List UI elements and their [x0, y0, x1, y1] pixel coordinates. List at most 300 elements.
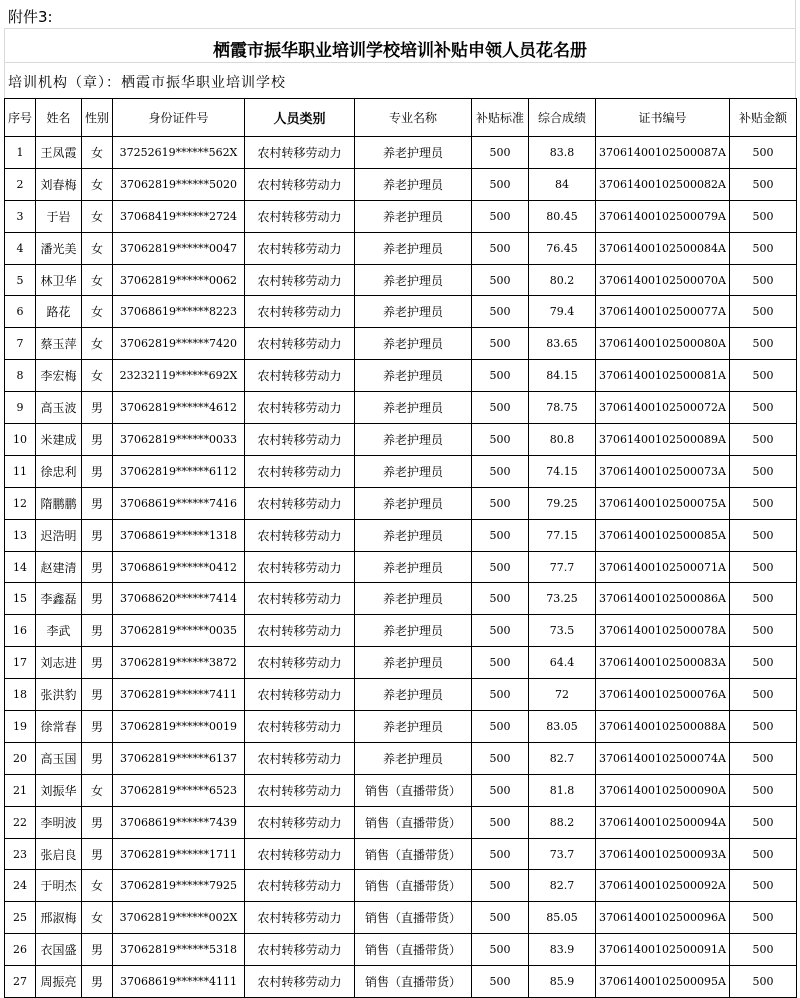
- cell-name: 高玉国: [36, 742, 82, 774]
- grid-line: [4, 62, 795, 63]
- training-org-line: 培训机构（章）：栖霞市振华职业培训学校: [8, 75, 286, 91]
- table-row: [5, 264, 797, 296]
- cell-score: 76.45: [529, 232, 596, 264]
- cell-subsidy-standard: 500: [472, 966, 529, 998]
- table-row: [5, 647, 797, 679]
- cell-person-category: 农村转移劳动力: [245, 328, 355, 360]
- cell-id-number: 37062819******0062: [113, 264, 245, 296]
- table-row: [5, 200, 797, 232]
- cell-score: 79.4: [529, 296, 596, 328]
- table-row: [5, 806, 797, 838]
- cell-score: 88.2: [529, 806, 596, 838]
- cell-score: 85.9: [529, 966, 596, 998]
- cell-person-category: 农村转移劳动力: [245, 774, 355, 806]
- cell-id-number: 37062819******002X: [113, 902, 245, 934]
- cell-index: 14: [5, 551, 36, 583]
- cell-certificate-number: 37061400102500092A: [596, 870, 730, 902]
- cell-score: 80.2: [529, 264, 596, 296]
- cell-subsidy-amount: 500: [730, 934, 797, 966]
- cell-name: 隋鹏鹏: [36, 487, 82, 519]
- cell-person-category: 农村转移劳动力: [245, 679, 355, 711]
- cell-id-number: 37062819******7411: [113, 679, 245, 711]
- cell-score: 74.15: [529, 455, 596, 487]
- cell-person-category: 农村转移劳动力: [245, 806, 355, 838]
- cell-certificate-number: 37061400102500095A: [596, 966, 730, 998]
- cell-subsidy-standard: 500: [472, 711, 529, 743]
- cell-index: 27: [5, 966, 36, 998]
- cell-gender: 女: [82, 774, 113, 806]
- cell-name: 路花: [36, 296, 82, 328]
- cell-score: 83.05: [529, 711, 596, 743]
- cell-certificate-number: 37061400102500074A: [596, 742, 730, 774]
- table-row: [5, 615, 797, 647]
- cell-subsidy-standard: 500: [472, 296, 529, 328]
- cell-major: 养老护理员: [355, 583, 472, 615]
- cell-id-number: 37062819******6112: [113, 455, 245, 487]
- cell-subsidy-amount: 500: [730, 870, 797, 902]
- cell-subsidy-amount: 500: [730, 774, 797, 806]
- cell-gender: 男: [82, 934, 113, 966]
- cell-certificate-number: 37061400102500088A: [596, 711, 730, 743]
- attachment-label: 附件3:: [8, 8, 53, 26]
- cell-score: 77.7: [529, 551, 596, 583]
- cell-subsidy-standard: 500: [472, 424, 529, 456]
- cell-subsidy-standard: 500: [472, 519, 529, 551]
- cell-certificate-number: 37061400102500081A: [596, 360, 730, 392]
- cell-subsidy-standard: 500: [472, 137, 529, 169]
- cell-id-number: 37068619******1318: [113, 519, 245, 551]
- cell-score: 73.25: [529, 583, 596, 615]
- header-certificate-number: 证书编号: [596, 99, 730, 137]
- cell-person-category: 农村转移劳动力: [245, 455, 355, 487]
- cell-subsidy-amount: 500: [730, 806, 797, 838]
- cell-id-number: 37062819******7420: [113, 328, 245, 360]
- cell-index: 11: [5, 455, 36, 487]
- cell-subsidy-standard: 500: [472, 264, 529, 296]
- cell-subsidy-amount: 500: [730, 487, 797, 519]
- cell-id-number: 37068619******4111: [113, 966, 245, 998]
- cell-subsidy-amount: 500: [730, 168, 797, 200]
- cell-certificate-number: 37061400102500080A: [596, 328, 730, 360]
- cell-major: 养老护理员: [355, 264, 472, 296]
- cell-subsidy-amount: 500: [730, 615, 797, 647]
- cell-name: 赵建清: [36, 551, 82, 583]
- cell-certificate-number: 37061400102500087A: [596, 137, 730, 169]
- cell-name: 王凤霞: [36, 137, 82, 169]
- cell-major: 养老护理员: [355, 679, 472, 711]
- cell-id-number: 37252619******562X: [113, 137, 245, 169]
- cell-index: 24: [5, 870, 36, 902]
- cell-score: 79.25: [529, 487, 596, 519]
- cell-subsidy-standard: 500: [472, 360, 529, 392]
- cell-subsidy-standard: 500: [472, 679, 529, 711]
- cell-name: 邢淑梅: [36, 902, 82, 934]
- cell-index: 26: [5, 934, 36, 966]
- cell-subsidy-standard: 500: [472, 774, 529, 806]
- header-index: 序号: [5, 99, 36, 137]
- cell-subsidy-amount: 500: [730, 232, 797, 264]
- cell-gender: 男: [82, 519, 113, 551]
- cell-score: 84: [529, 168, 596, 200]
- cell-score: 64.4: [529, 647, 596, 679]
- document-title: 栖霞市振华职业培训学校培训补贴申领人员花名册: [213, 41, 587, 61]
- cell-subsidy-amount: 500: [730, 647, 797, 679]
- table-row: [5, 934, 797, 966]
- cell-subsidy-amount: 500: [730, 519, 797, 551]
- cell-person-category: 农村转移劳动力: [245, 487, 355, 519]
- cell-id-number: 37068619******7439: [113, 806, 245, 838]
- header-subsidy-amount: 补贴金额: [730, 99, 797, 137]
- cell-id-number: 37068419******2724: [113, 200, 245, 232]
- cell-major: 养老护理员: [355, 137, 472, 169]
- cell-name: 刘振华: [36, 774, 82, 806]
- cell-index: 20: [5, 742, 36, 774]
- cell-subsidy-amount: 500: [730, 424, 797, 456]
- cell-score: 84.15: [529, 360, 596, 392]
- cell-person-category: 农村转移劳动力: [245, 392, 355, 424]
- cell-person-category: 农村转移劳动力: [245, 934, 355, 966]
- cell-certificate-number: 37061400102500093A: [596, 838, 730, 870]
- cell-id-number: 37062819******0047: [113, 232, 245, 264]
- cell-index: 18: [5, 679, 36, 711]
- cell-certificate-number: 37061400102500082A: [596, 168, 730, 200]
- cell-index: 1: [5, 137, 36, 169]
- cell-subsidy-amount: 500: [730, 838, 797, 870]
- cell-subsidy-amount: 500: [730, 679, 797, 711]
- cell-id-number: 37062819******0033: [113, 424, 245, 456]
- cell-person-category: 农村转移劳动力: [245, 360, 355, 392]
- cell-name: 李鑫磊: [36, 583, 82, 615]
- cell-certificate-number: 37061400102500077A: [596, 296, 730, 328]
- cell-person-category: 农村转移劳动力: [245, 137, 355, 169]
- table-row: [5, 455, 797, 487]
- cell-major: 养老护理员: [355, 424, 472, 456]
- cell-score: 82.7: [529, 870, 596, 902]
- cell-subsidy-amount: 500: [730, 742, 797, 774]
- cell-gender: 男: [82, 551, 113, 583]
- table-row: [5, 551, 797, 583]
- grid-line: [4, 28, 795, 29]
- cell-subsidy-standard: 500: [472, 168, 529, 200]
- cell-subsidy-standard: 500: [472, 392, 529, 424]
- cell-certificate-number: 37061400102500096A: [596, 902, 730, 934]
- cell-subsidy-amount: 500: [730, 711, 797, 743]
- cell-subsidy-standard: 500: [472, 902, 529, 934]
- header-score: 综合成绩: [529, 99, 596, 137]
- cell-gender: 男: [82, 487, 113, 519]
- cell-gender: 女: [82, 168, 113, 200]
- cell-index: 7: [5, 328, 36, 360]
- cell-certificate-number: 37061400102500072A: [596, 392, 730, 424]
- cell-person-category: 农村转移劳动力: [245, 838, 355, 870]
- cell-index: 25: [5, 902, 36, 934]
- header-person-category: 人员类别: [245, 99, 355, 137]
- cell-gender: 女: [82, 360, 113, 392]
- cell-id-number: 37062819******1711: [113, 838, 245, 870]
- table-row: [5, 966, 797, 998]
- cell-subsidy-amount: 500: [730, 966, 797, 998]
- cell-person-category: 农村转移劳动力: [245, 200, 355, 232]
- cell-subsidy-standard: 500: [472, 806, 529, 838]
- header-id-number: 身份证件号: [113, 99, 245, 137]
- cell-person-category: 农村转移劳动力: [245, 168, 355, 200]
- table-row: [5, 838, 797, 870]
- cell-id-number: 37062819******4612: [113, 392, 245, 424]
- cell-index: 13: [5, 519, 36, 551]
- cell-gender: 男: [82, 806, 113, 838]
- cell-gender: 女: [82, 137, 113, 169]
- table-row: [5, 711, 797, 743]
- cell-score: 81.8: [529, 774, 596, 806]
- cell-person-category: 农村转移劳动力: [245, 615, 355, 647]
- cell-certificate-number: 37061400102500083A: [596, 647, 730, 679]
- table-row: [5, 679, 797, 711]
- table-row: [5, 583, 797, 615]
- cell-score: 83.8: [529, 137, 596, 169]
- cell-major: 销售（直播带货）: [355, 774, 472, 806]
- cell-certificate-number: 37061400102500075A: [596, 487, 730, 519]
- cell-major: 养老护理员: [355, 392, 472, 424]
- cell-name: 高玉波: [36, 392, 82, 424]
- cell-gender: 女: [82, 200, 113, 232]
- cell-index: 22: [5, 806, 36, 838]
- cell-index: 19: [5, 711, 36, 743]
- cell-subsidy-standard: 500: [472, 200, 529, 232]
- cell-certificate-number: 37061400102500090A: [596, 774, 730, 806]
- header-gender: 性别: [82, 99, 113, 137]
- header-name: 姓名: [36, 99, 82, 137]
- cell-name: 张启良: [36, 838, 82, 870]
- cell-gender: 男: [82, 392, 113, 424]
- cell-gender: 男: [82, 455, 113, 487]
- cell-subsidy-standard: 500: [472, 232, 529, 264]
- cell-major: 养老护理员: [355, 742, 472, 774]
- cell-name: 张洪豹: [36, 679, 82, 711]
- cell-person-category: 农村转移劳动力: [245, 966, 355, 998]
- cell-person-category: 农村转移劳动力: [245, 870, 355, 902]
- cell-gender: 男: [82, 647, 113, 679]
- cell-id-number: 23232119******692X: [113, 360, 245, 392]
- cell-id-number: 37062819******6137: [113, 742, 245, 774]
- table-row: [5, 870, 797, 902]
- cell-subsidy-standard: 500: [472, 328, 529, 360]
- cell-subsidy-amount: 500: [730, 551, 797, 583]
- table-row: [5, 519, 797, 551]
- cell-major: 养老护理员: [355, 232, 472, 264]
- cell-id-number: 37062819******0035: [113, 615, 245, 647]
- cell-score: 72: [529, 679, 596, 711]
- cell-gender: 男: [82, 583, 113, 615]
- table-body: [5, 137, 797, 998]
- cell-major: 养老护理员: [355, 615, 472, 647]
- roster-table: [4, 98, 797, 998]
- cell-major: 养老护理员: [355, 296, 472, 328]
- cell-id-number: 37068619******7416: [113, 487, 245, 519]
- cell-name: 蔡玉萍: [36, 328, 82, 360]
- cell-score: 80.45: [529, 200, 596, 232]
- cell-major: 养老护理员: [355, 519, 472, 551]
- table-row: [5, 487, 797, 519]
- cell-person-category: 农村转移劳动力: [245, 232, 355, 264]
- cell-subsidy-amount: 500: [730, 264, 797, 296]
- table-row: [5, 424, 797, 456]
- cell-person-category: 农村转移劳动力: [245, 519, 355, 551]
- cell-gender: 男: [82, 424, 113, 456]
- cell-index: 4: [5, 232, 36, 264]
- cell-certificate-number: 37061400102500085A: [596, 519, 730, 551]
- cell-certificate-number: 37061400102500078A: [596, 615, 730, 647]
- cell-certificate-number: 37061400102500089A: [596, 424, 730, 456]
- cell-certificate-number: 37061400102500073A: [596, 455, 730, 487]
- cell-gender: 女: [82, 902, 113, 934]
- cell-major: 销售（直播带货）: [355, 902, 472, 934]
- cell-subsidy-amount: 500: [730, 296, 797, 328]
- cell-index: 2: [5, 168, 36, 200]
- cell-id-number: 37062819******7925: [113, 870, 245, 902]
- cell-name: 刘春梅: [36, 168, 82, 200]
- cell-index: 3: [5, 200, 36, 232]
- header-major: 专业名称: [355, 99, 472, 137]
- cell-subsidy-standard: 500: [472, 551, 529, 583]
- cell-index: 17: [5, 647, 36, 679]
- cell-name: 林卫华: [36, 264, 82, 296]
- cell-name: 潘光美: [36, 232, 82, 264]
- cell-id-number: 37062819******0019: [113, 711, 245, 743]
- cell-score: 73.5: [529, 615, 596, 647]
- cell-index: 10: [5, 424, 36, 456]
- cell-name: 迟浩明: [36, 519, 82, 551]
- cell-subsidy-standard: 500: [472, 647, 529, 679]
- cell-gender: 女: [82, 264, 113, 296]
- cell-subsidy-standard: 500: [472, 870, 529, 902]
- cell-index: 16: [5, 615, 36, 647]
- cell-score: 83.9: [529, 934, 596, 966]
- cell-index: 6: [5, 296, 36, 328]
- cell-major: 养老护理员: [355, 360, 472, 392]
- cell-subsidy-standard: 500: [472, 583, 529, 615]
- cell-certificate-number: 37061400102500079A: [596, 200, 730, 232]
- cell-score: 85.05: [529, 902, 596, 934]
- cell-id-number: 37062819******6523: [113, 774, 245, 806]
- cell-major: 销售（直播带货）: [355, 966, 472, 998]
- cell-subsidy-standard: 500: [472, 455, 529, 487]
- cell-index: 21: [5, 774, 36, 806]
- table-row: [5, 774, 797, 806]
- cell-gender: 男: [82, 742, 113, 774]
- cell-id-number: 37068620******7414: [113, 583, 245, 615]
- cell-subsidy-amount: 500: [730, 583, 797, 615]
- cell-major: 养老护理员: [355, 551, 472, 583]
- header-subsidy-standard: 补贴标准: [472, 99, 529, 137]
- cell-subsidy-amount: 500: [730, 902, 797, 934]
- cell-person-category: 农村转移劳动力: [245, 902, 355, 934]
- cell-subsidy-amount: 500: [730, 455, 797, 487]
- cell-major: 养老护理员: [355, 647, 472, 679]
- cell-subsidy-amount: 500: [730, 200, 797, 232]
- cell-major: 销售（直播带货）: [355, 934, 472, 966]
- cell-certificate-number: 37061400102500071A: [596, 551, 730, 583]
- table-row: [5, 232, 797, 264]
- cell-name: 李明波: [36, 806, 82, 838]
- cell-name: 于明杰: [36, 870, 82, 902]
- cell-index: 9: [5, 392, 36, 424]
- cell-name: 徐常春: [36, 711, 82, 743]
- table-row: [5, 296, 797, 328]
- table-header-row: [5, 99, 797, 137]
- cell-person-category: 农村转移劳动力: [245, 583, 355, 615]
- cell-subsidy-standard: 500: [472, 742, 529, 774]
- cell-major: 养老护理员: [355, 455, 472, 487]
- cell-gender: 男: [82, 838, 113, 870]
- table-row: [5, 392, 797, 424]
- cell-subsidy-amount: 500: [730, 360, 797, 392]
- cell-id-number: 37062819******5318: [113, 934, 245, 966]
- table-row: [5, 328, 797, 360]
- table-row: [5, 902, 797, 934]
- cell-name: 刘志进: [36, 647, 82, 679]
- cell-gender: 男: [82, 711, 113, 743]
- cell-index: 12: [5, 487, 36, 519]
- cell-subsidy-amount: 500: [730, 328, 797, 360]
- cell-major: 养老护理员: [355, 711, 472, 743]
- cell-major: 销售（直播带货）: [355, 806, 472, 838]
- table-row: [5, 168, 797, 200]
- cell-gender: 男: [82, 679, 113, 711]
- cell-major: 销售（直播带货）: [355, 838, 472, 870]
- cell-gender: 女: [82, 870, 113, 902]
- cell-subsidy-standard: 500: [472, 838, 529, 870]
- cell-index: 15: [5, 583, 36, 615]
- cell-subsidy-standard: 500: [472, 934, 529, 966]
- cell-person-category: 农村转移劳动力: [245, 711, 355, 743]
- cell-id-number: 37068619******0412: [113, 551, 245, 583]
- cell-score: 80.8: [529, 424, 596, 456]
- table-row: [5, 742, 797, 774]
- cell-gender: 女: [82, 232, 113, 264]
- cell-name: 于岩: [36, 200, 82, 232]
- cell-major: 销售（直播带货）: [355, 870, 472, 902]
- cell-id-number: 37062819******5020: [113, 168, 245, 200]
- cell-id-number: 37068619******8223: [113, 296, 245, 328]
- cell-name: 李武: [36, 615, 82, 647]
- cell-certificate-number: 37061400102500094A: [596, 806, 730, 838]
- cell-score: 82.7: [529, 742, 596, 774]
- cell-person-category: 农村转移劳动力: [245, 264, 355, 296]
- cell-certificate-number: 37061400102500084A: [596, 232, 730, 264]
- cell-name: 米建成: [36, 424, 82, 456]
- cell-person-category: 农村转移劳动力: [245, 296, 355, 328]
- cell-subsidy-amount: 500: [730, 392, 797, 424]
- cell-subsidy-standard: 500: [472, 615, 529, 647]
- cell-score: 78.75: [529, 392, 596, 424]
- cell-index: 8: [5, 360, 36, 392]
- cell-person-category: 农村转移劳动力: [245, 424, 355, 456]
- cell-gender: 女: [82, 296, 113, 328]
- cell-major: 养老护理员: [355, 200, 472, 232]
- cell-name: 徐忠利: [36, 455, 82, 487]
- cell-score: 73.7: [529, 838, 596, 870]
- table-row: [5, 137, 797, 169]
- cell-certificate-number: 37061400102500070A: [596, 264, 730, 296]
- cell-score: 77.15: [529, 519, 596, 551]
- cell-person-category: 农村转移劳动力: [245, 551, 355, 583]
- cell-certificate-number: 37061400102500086A: [596, 583, 730, 615]
- cell-id-number: 37062819******3872: [113, 647, 245, 679]
- cell-index: 23: [5, 838, 36, 870]
- table-row: [5, 360, 797, 392]
- cell-name: 李宏梅: [36, 360, 82, 392]
- cell-major: 养老护理员: [355, 487, 472, 519]
